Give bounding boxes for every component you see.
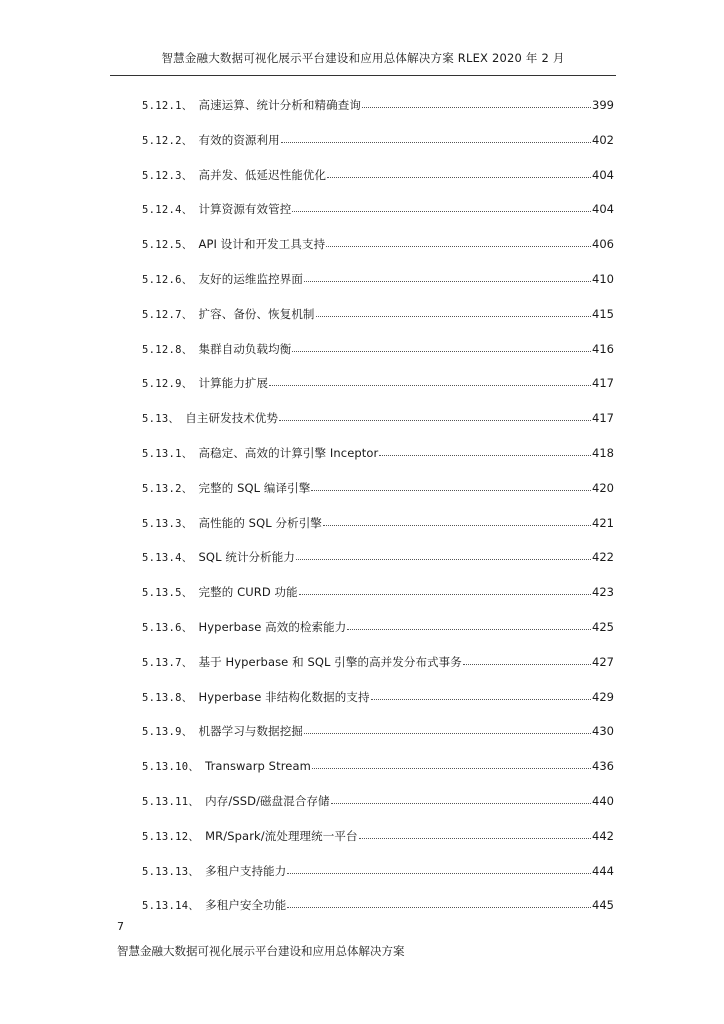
- toc-entry-page: 445: [592, 898, 614, 912]
- toc-dot-leader: [331, 792, 591, 804]
- toc-entry-title: 有效的资源利用: [198, 133, 280, 147]
- toc-entry[interactable]: [142, 583, 614, 601]
- toc-entry[interactable]: [142, 688, 614, 706]
- toc-entry-number: 5.13.6、: [142, 622, 193, 634]
- toc-entry-number: 5.13.11、: [142, 796, 200, 808]
- toc-entry-title: 基于 Hyperbase 和 SQL 引擎的高并发分布式事务: [198, 655, 462, 669]
- toc-dot-leader: [359, 827, 591, 839]
- toc-entry-page: 429: [592, 690, 614, 704]
- toc-entry-number: 5.12.7、: [142, 309, 193, 321]
- toc-dot-leader: [279, 409, 591, 421]
- toc-entry[interactable]: [142, 757, 614, 775]
- toc-dot-leader: [463, 653, 591, 665]
- toc-entry-title: API 设计和开发工具支持: [198, 237, 326, 251]
- toc-dot-leader: [371, 688, 591, 700]
- toc-dot-leader: [312, 757, 591, 769]
- toc-dot-leader: [281, 131, 591, 143]
- toc-entry-number: 5.13.8、: [142, 692, 193, 704]
- toc-entry-title: SQL 统计分析能力: [198, 550, 295, 564]
- toc-entry-title: 完整的 CURD 功能: [198, 585, 298, 599]
- toc-entry-page: 417: [592, 376, 614, 390]
- toc-dot-leader: [362, 96, 591, 108]
- toc-entry-page: 417: [592, 411, 614, 425]
- toc-entry[interactable]: [142, 827, 614, 845]
- toc-entry-title: 完整的 SQL 编译引擎: [198, 481, 311, 495]
- toc-entry-page: 442: [592, 829, 614, 843]
- toc-entry-title: 多租户支持能力: [205, 864, 287, 878]
- toc-entry[interactable]: [142, 722, 614, 740]
- toc-entry-number: 5.12.5、: [142, 239, 193, 251]
- toc-entry[interactable]: [142, 896, 614, 914]
- toc-entry-number: 5.13.10、: [142, 761, 200, 773]
- toc-entry-page: 406: [592, 237, 614, 251]
- toc-entry[interactable]: [142, 792, 614, 810]
- toc-entry-title: 机器学习与数据挖掘: [198, 724, 303, 738]
- toc-entry-title: MR/Spark/流处理理统一平台: [205, 829, 358, 843]
- toc-entry-number: 5.13.9、: [142, 726, 193, 738]
- toc-dot-leader: [326, 235, 591, 247]
- toc-entry-page: 427: [592, 655, 614, 669]
- toc-entry-page: 440: [592, 794, 614, 808]
- toc-entry-number: 5.13.4、: [142, 552, 193, 564]
- toc-dot-leader: [323, 514, 591, 526]
- toc-entry[interactable]: [142, 235, 614, 253]
- toc-entry-page: 404: [592, 202, 614, 216]
- toc-dot-leader: [287, 862, 591, 874]
- page-footer: 智慧金融大数据可视化展示平台建设和应用总体解决方案: [117, 944, 405, 958]
- toc-entry-number: 5.12.3、: [142, 170, 193, 182]
- toc-entry-page: 436: [592, 759, 614, 773]
- toc-entry-title: Hyperbase 非结构化数据的支持: [198, 690, 370, 704]
- toc-entry-page: 420: [592, 481, 614, 495]
- toc-entry[interactable]: [142, 374, 614, 392]
- toc-dot-leader: [296, 548, 591, 560]
- toc-dot-leader: [347, 618, 591, 630]
- toc-entry-number: 5.12.2、: [142, 135, 193, 147]
- toc-entry-title: 友好的运维监控界面: [198, 272, 303, 286]
- toc-entry[interactable]: [142, 514, 614, 532]
- toc-entry-page: 425: [592, 620, 614, 634]
- toc-entry[interactable]: [142, 444, 614, 462]
- toc-entry[interactable]: [142, 270, 614, 288]
- toc-dot-leader: [327, 166, 591, 178]
- toc-entry[interactable]: [142, 862, 614, 880]
- toc-entry[interactable]: [142, 131, 614, 149]
- toc-entry-number: 5.13、: [142, 413, 180, 425]
- toc-entry-page: 402: [592, 133, 614, 147]
- toc-entry-page: 421: [592, 516, 614, 530]
- toc-entry-number: 5.12.1、: [142, 100, 193, 112]
- toc-entry[interactable]: [142, 548, 614, 566]
- toc-entry[interactable]: [142, 653, 614, 671]
- toc-entry-title: 计算资源有效管控: [198, 202, 292, 216]
- toc-entry[interactable]: [142, 409, 614, 427]
- toc-dot-leader: [379, 444, 591, 456]
- toc-dot-leader: [292, 340, 591, 352]
- toc-entry[interactable]: [142, 200, 614, 218]
- toc-entry-title: 多租户安全功能: [205, 898, 287, 912]
- toc-entry-number: 5.13.1、: [142, 448, 193, 460]
- toc-entry-title: 自主研发技术优势: [185, 411, 279, 425]
- toc-entry-page: 410: [592, 272, 614, 286]
- toc-entry-number: 5.12.9、: [142, 378, 193, 390]
- toc-entry-title: 高并发、低延迟性能优化: [198, 168, 327, 182]
- toc-entry-page: 430: [592, 724, 614, 738]
- toc-entry-number: 5.13.13、: [142, 866, 200, 878]
- toc-dot-leader: [299, 583, 591, 595]
- toc-entry-number: 5.12.6、: [142, 274, 193, 286]
- toc-entry-title: 高性能的 SQL 分析引擎: [198, 516, 322, 530]
- toc-entry-title: Transwarp Stream: [205, 759, 311, 773]
- toc-entry-page: 399: [592, 98, 614, 112]
- toc-entry-page: 418: [592, 446, 614, 460]
- toc-entry-page: 422: [592, 550, 614, 564]
- toc-entry-title: 高速运算、统计分析和精确查询: [198, 98, 361, 112]
- toc-dot-leader: [292, 200, 591, 212]
- toc-entry-page: 423: [592, 585, 614, 599]
- toc-entry-title: 计算能力扩展: [198, 376, 269, 390]
- toc-entry-title: 内存/SSD/磁盘混合存储: [205, 794, 330, 808]
- toc-entry-title: 高稳定、高效的计算引擎 Inceptor: [198, 446, 379, 460]
- toc-entry[interactable]: [142, 166, 614, 184]
- toc-entry-number: 5.13.12、: [142, 831, 200, 843]
- page-header: 智慧金融大数据可视化展示平台建设和应用总体解决方案 RLEX 2020 年 2 月: [161, 51, 565, 65]
- toc-dot-leader: [304, 270, 591, 282]
- toc-entry[interactable]: [142, 479, 614, 497]
- toc-entry-page: 444: [592, 864, 614, 878]
- toc-dot-leader: [304, 722, 591, 734]
- toc-entry[interactable]: [142, 305, 614, 323]
- toc-dot-leader: [269, 374, 591, 386]
- toc-entry[interactable]: [142, 96, 614, 114]
- toc-dot-leader: [287, 896, 591, 908]
- toc-entry-title: 集群自动负载均衡: [198, 342, 292, 356]
- toc-entry-title: 扩容、备份、恢复机制: [198, 307, 315, 321]
- toc-entry-number: 5.13.3、: [142, 518, 193, 530]
- toc-entry-title: Hyperbase 高效的检索能力: [198, 620, 347, 634]
- toc-dot-leader: [316, 305, 592, 317]
- toc-entry-number: 5.13.14、: [142, 900, 200, 912]
- toc-entry-page: 415: [592, 307, 614, 321]
- toc-entry[interactable]: [142, 340, 614, 358]
- toc-entry-number: 5.13.2、: [142, 483, 193, 495]
- toc-entry-number: 5.12.4、: [142, 204, 193, 216]
- toc-entry-number: 5.13.5、: [142, 587, 193, 599]
- page-number: 7: [117, 920, 124, 933]
- toc-entry-number: 5.13.7、: [142, 657, 193, 669]
- toc-entry-page: 416: [592, 342, 614, 356]
- toc-entry[interactable]: [142, 618, 614, 636]
- toc-entry-number: 5.12.8、: [142, 344, 193, 356]
- toc-dot-leader: [311, 479, 591, 491]
- toc-entry-page: 404: [592, 168, 614, 182]
